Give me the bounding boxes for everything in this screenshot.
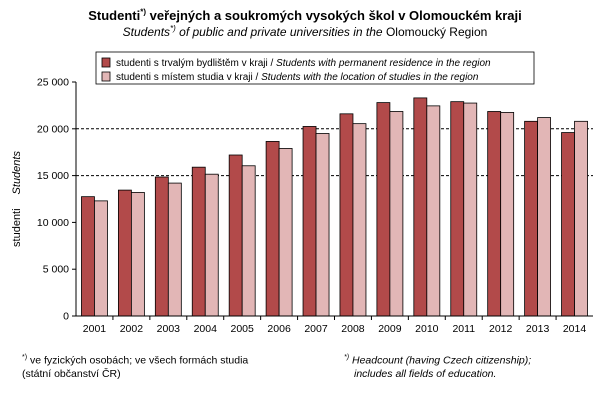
x-tick-label: 2011 [452,323,476,335]
footnote-czech: *) ve fyzických osobách; ve všech formách studia (státní občanství ČR) [22,354,249,380]
x-tick-label: 2002 [119,323,144,335]
bar-study-location [575,121,588,316]
bar-study-location [501,112,514,316]
x-tick-label: 2010 [415,323,439,335]
x-tick-label: 2005 [230,323,254,335]
x-tick-label: 2012 [488,323,513,335]
x-tick-label: 2006 [267,323,291,335]
x-tick-label: 2009 [378,323,402,335]
bar-permanent-residence [118,190,131,316]
bar-permanent-residence [414,98,427,316]
bar-study-location [464,103,477,316]
bar-permanent-residence [488,111,501,316]
chart-title: Studenti*) veřejných a soukromých vysokých škol v Olomouckém kraji [88,7,522,23]
bar-study-location [353,124,366,316]
bar-permanent-residence [266,141,279,316]
legend-swatch [102,72,110,81]
y-tick-label: 15 000 [36,170,69,183]
x-tick-label: 2014 [562,323,587,335]
y-axis-label: studentiStudents [11,151,23,247]
y-tick-label: 5 000 [42,263,69,276]
bar-permanent-residence [562,133,575,316]
y-tick-label: 20 000 [36,123,69,136]
y-tick-label: 0 [63,310,69,323]
bar-study-location [131,192,144,316]
x-tick-label: 2001 [82,323,107,335]
x-tick-label: 2007 [304,323,328,335]
legend-swatch [102,58,110,67]
x-tick-label: 2013 [525,323,550,335]
bar-permanent-residence [340,114,353,316]
y-tick-label: 25 000 [36,76,69,89]
y-tick-label: 10 000 [36,216,69,229]
bar-permanent-residence [303,126,316,316]
bar-permanent-residence [155,177,168,316]
chart-subtitle: Students*) of public and private universities in the Olomoucký Region [122,24,488,39]
bar-study-location [94,201,107,316]
bar-study-location [316,133,329,316]
bar-permanent-residence [377,103,390,316]
bar-study-location [427,106,440,316]
legend-label: studenti s trvalým bydlištěm v kraji / Students with permanent residence in the region [116,58,491,69]
bar-permanent-residence [451,102,464,316]
bar-permanent-residence [525,121,538,316]
bar-permanent-residence [81,197,94,316]
bar-study-location [168,183,181,316]
bar-study-location [242,166,255,316]
x-tick-label: 2003 [156,323,181,335]
bar-permanent-residence [229,155,242,316]
bar-study-location [279,148,292,316]
x-tick-label: 2004 [193,323,217,335]
x-tick-label: 2008 [341,323,365,335]
footnote-english: *) Headcount (having Czech citizenship); includes all fields of education. [344,354,532,380]
legend-label: studenti s místem studia v kraji / Students with the location of studies in the region [116,72,479,83]
bar-permanent-residence [192,167,205,316]
bar-study-location [538,118,551,316]
bar-study-location [205,174,218,316]
bar-study-location [390,111,403,316]
